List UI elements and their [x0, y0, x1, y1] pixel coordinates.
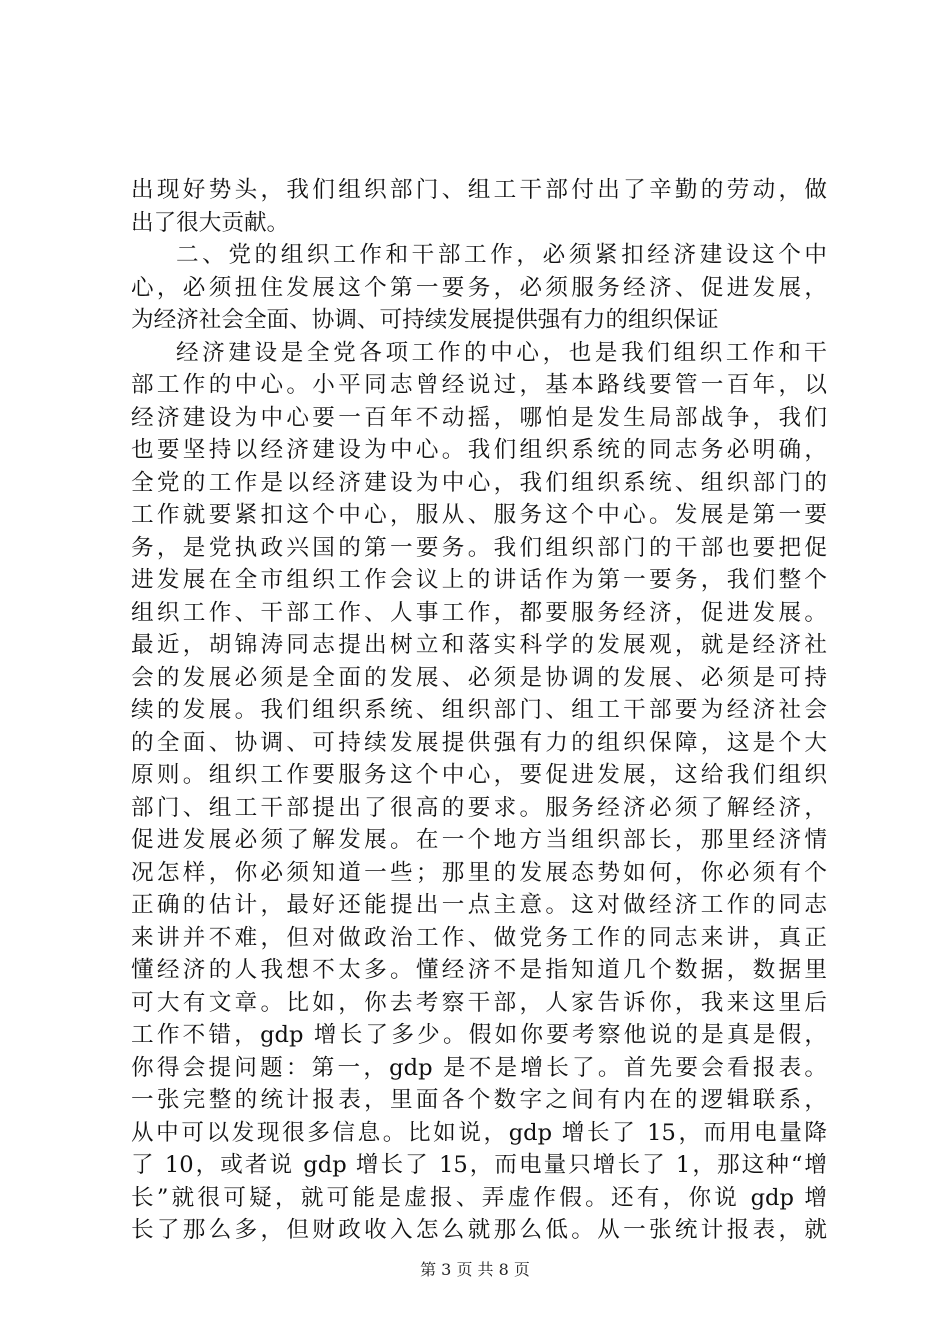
text-line: 可大有文章。比如，你去考察干部，人家告诉你，我来这里后 — [131, 989, 827, 1016]
text-line: 正确的估计，最好还能提出一点主意。这对做经济工作的同志 — [131, 892, 827, 918]
text-line: 全党的工作是以经济建设为中心，我们组织系统、组织部门的 — [131, 469, 827, 496]
text-line: 原则。组织工作要服务这个中心，要促进发展，这给我们组织 — [131, 762, 827, 788]
text-line: 你得会提问题：第一，gdp 是不是增长了。首先要会看报表。 — [131, 1054, 827, 1081]
section-heading-line: 心，必须扭住发展这个第一要务，必须服务经济、促进发展， — [131, 274, 827, 301]
text-line: 最近，胡锦涛同志提出树立和落实科学的发展观，就是经济社 — [131, 632, 827, 658]
text-line: 出了很大贡献。 — [131, 209, 290, 236]
text-line: 长了那么多，但财政收入怎么就那么低。从一张统计报表，就 — [131, 1217, 827, 1243]
section-heading-line: 为经济社会全面、协调、可持续发展提供强有力的组织保证 — [131, 307, 719, 333]
text-line: 务，是党执政兴国的第一要务。我们组织部门的干部也要把促 — [131, 534, 827, 561]
text-line: 会的发展必须是全面的发展、必须是协调的发展、必须是可持 — [131, 664, 827, 691]
text-line: 也要坚持以经济建设为中心。我们组织系统的同志务必明确， — [131, 437, 827, 463]
section-heading-line: 二、党的组织工作和干部工作，必须紧扣经济建设这个中 — [176, 242, 827, 268]
page-number-footer: 第 3 页 共 8 页 — [420, 1260, 530, 1279]
text-line: 长”就很可疑，就可能是虚报、弄虚作假。还有，你说 gdp 增 — [131, 1184, 827, 1211]
text-line: 来讲并不难，但对做政治工作、做党务工作的同志来讲，真正 — [131, 924, 827, 951]
text-line: 了 10，或者说 gdp 增长了 15，而电量只增长了 1，那这种“增 — [131, 1152, 827, 1178]
text-line: 工作就要紧扣这个中心，服从、服务这个中心。发展是第一要 — [131, 502, 827, 528]
text-line: 续的发展。我们组织系统、组织部门、组工干部要为经济社会 — [131, 697, 827, 723]
text-line: 工作不错，gdp 增长了多少。假如你要考察他说的是真是假， — [131, 1022, 827, 1048]
text-line: 懂经济的人我想不太多。懂经济不是指知道几个数据，数据里 — [131, 957, 827, 983]
text-line: 况怎样，你必须知道一些；那里的发展态势如何，你必须有个 — [131, 859, 827, 886]
text-line: 促进发展必须了解发展。在一个地方当组织部长，那里经济情 — [131, 827, 827, 853]
text-line: 从中可以发现很多信息。比如说，gdp 增长了 15，而用电量降 — [131, 1119, 827, 1146]
text-line: 部门、组工干部提出了很高的要求。服务经济必须了解经济， — [131, 794, 827, 821]
text-line: 的全面、协调、可持续发展提供强有力的组织保障，这是个大 — [131, 729, 827, 756]
text-line: 部工作的中心。小平同志曾经说过，基本路线要管一百年，以 — [131, 372, 827, 398]
text-line: 经济建设是全党各项工作的中心，也是我们组织工作和干 — [176, 339, 827, 366]
text-line: 进发展在全市组织工作会议上的讲话作为第一要务，我们整个 — [131, 567, 827, 593]
text-line: 一张完整的统计报表，里面各个数字之间有内在的逻辑联系， — [131, 1087, 827, 1113]
text-line: 经济建设为中心要一百年不动摇，哪怕是发生局部战争，我们 — [131, 404, 827, 431]
document-body — [131, 174, 827, 1247]
text-line: 组织工作、干部工作、人事工作，都要服务经济，促进发展。 — [131, 599, 827, 626]
text-line: 出现好势头，我们组织部门、组工干部付出了辛勤的劳动，做 — [131, 177, 827, 203]
